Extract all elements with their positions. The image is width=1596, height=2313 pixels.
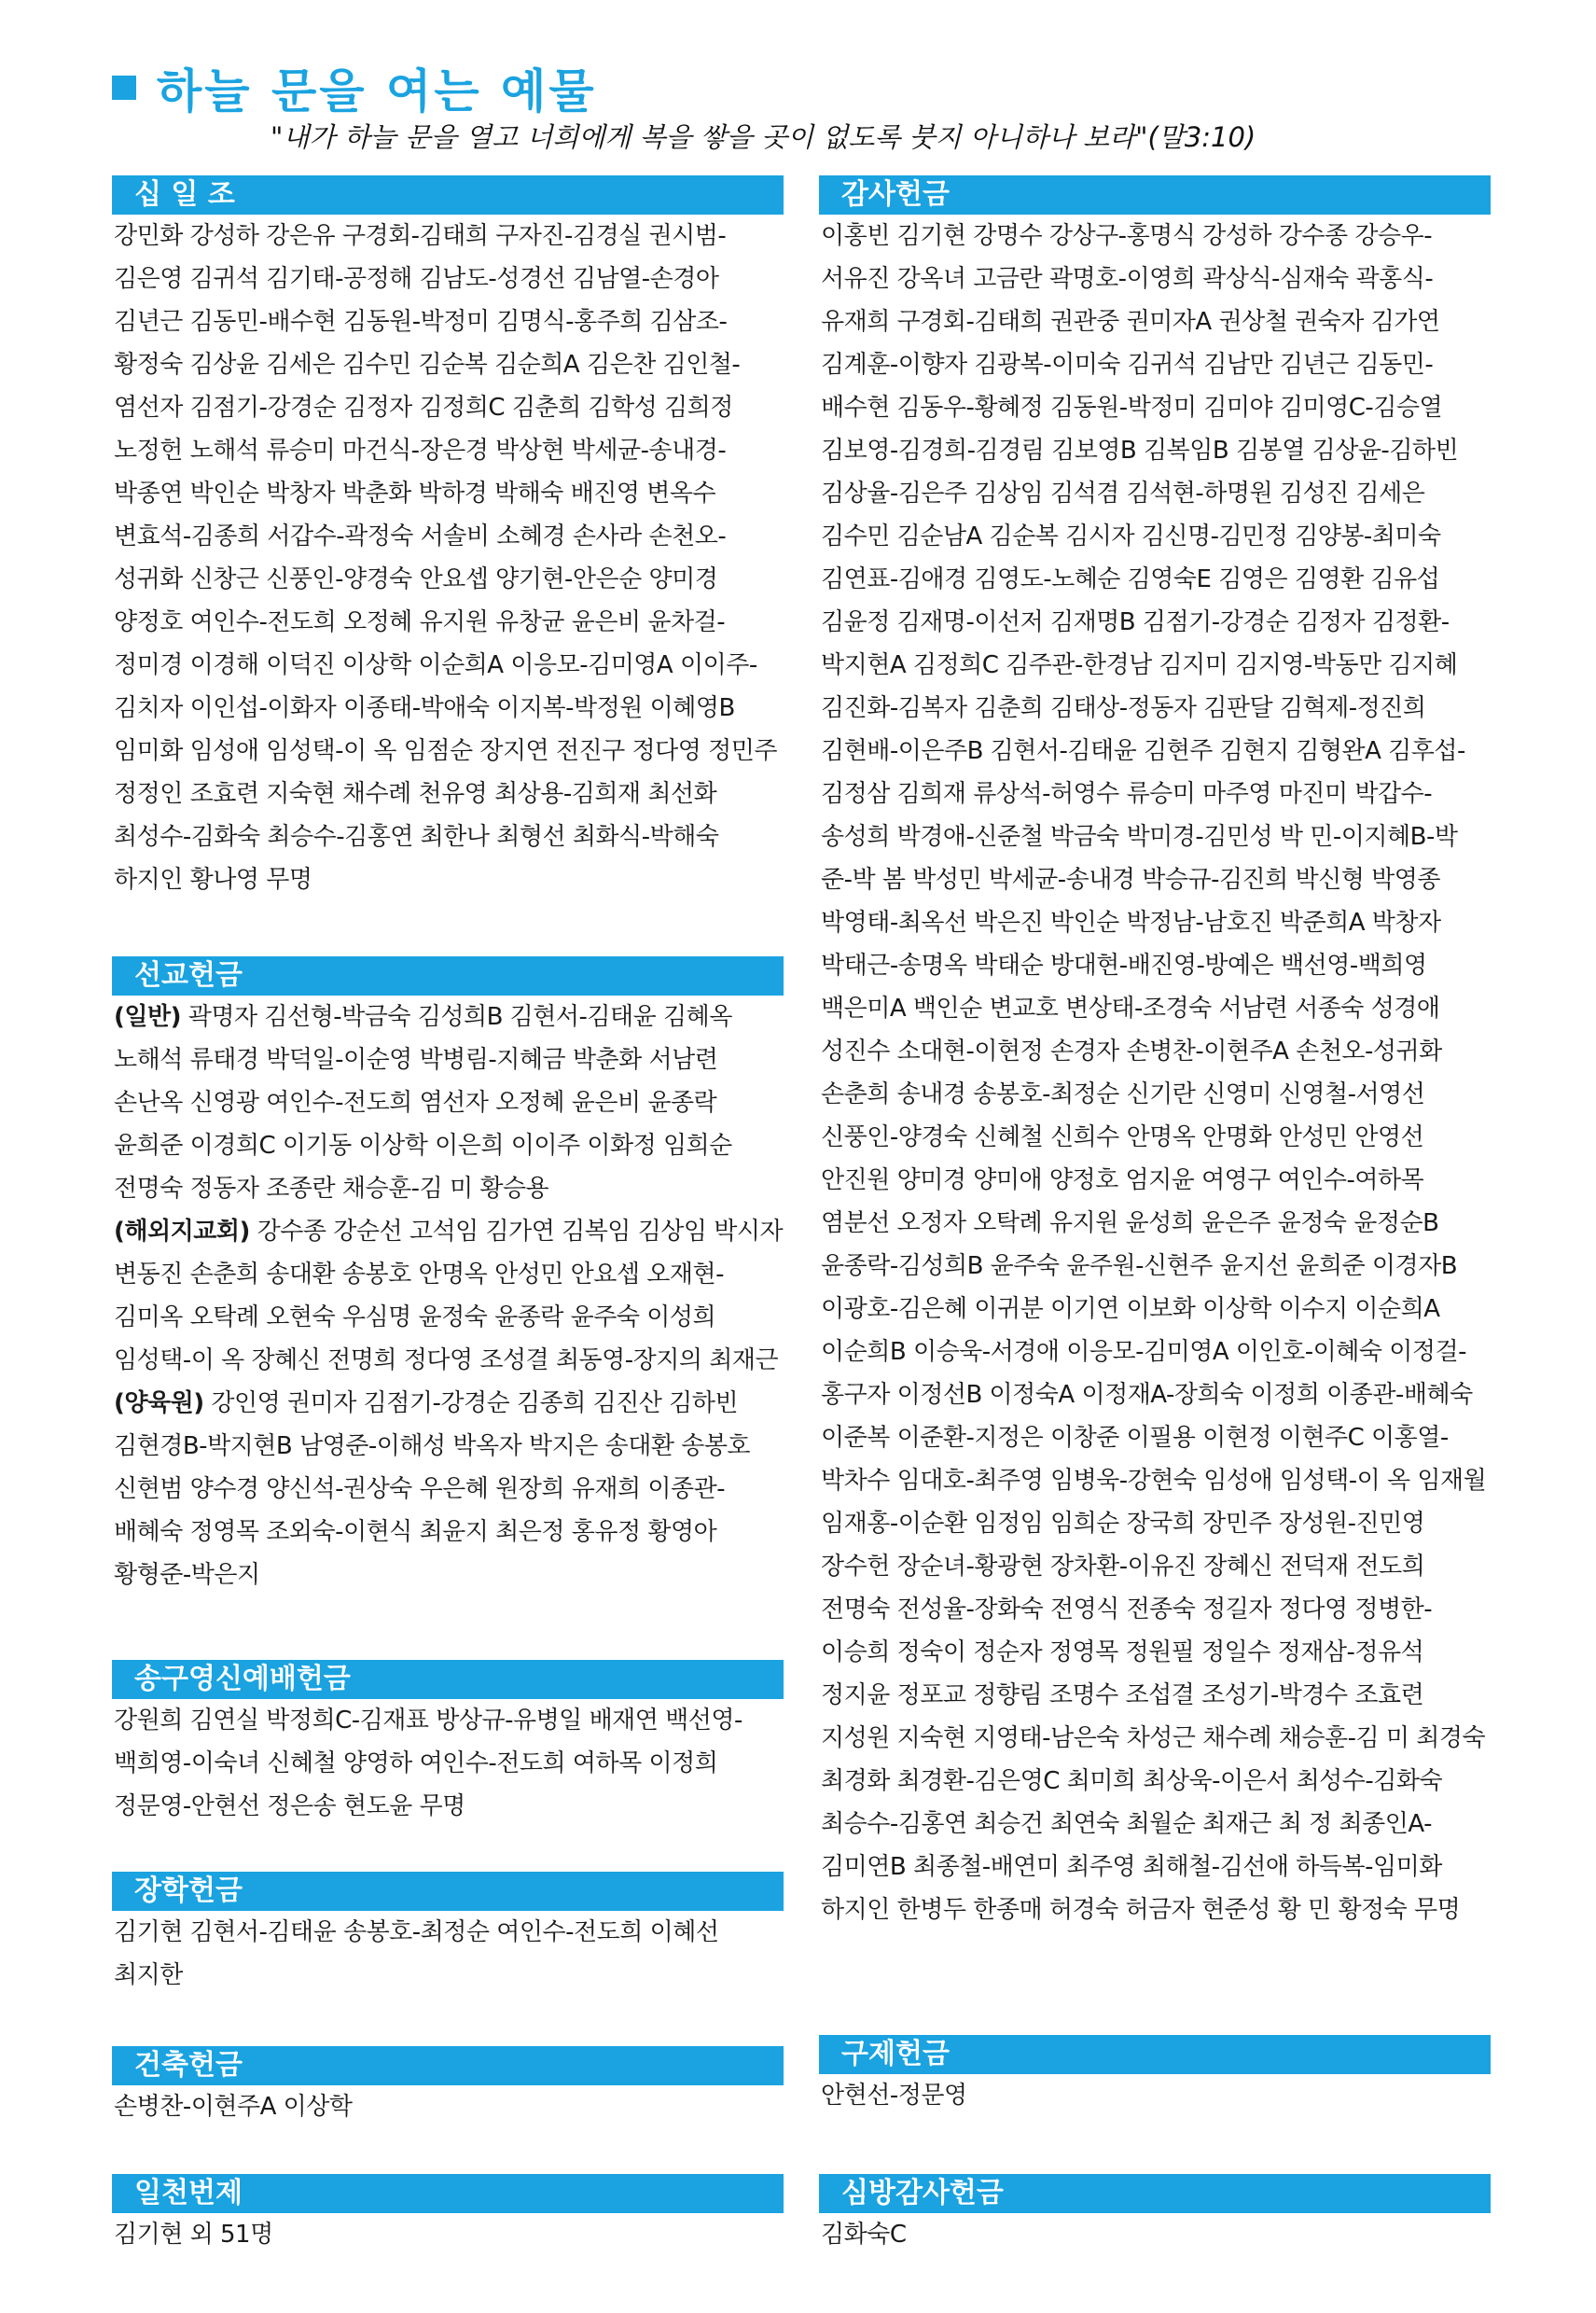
section-heading-thanksgiving: 감사헌금 — [819, 175, 1491, 215]
mission-general-label: (일반) — [114, 1003, 181, 1031]
mission-general-names: 곽명자 김선형-박금숙 김성희B 김현서-김태윤 김혜옥 노해석 류태경 박덕일-이순영 박병림-지혜금 박춘화 서남련 손난옥 신영광 여인수-전도희 염선자 오정혜 윤은비 윤종락 윤희준 이경희C 이기동 이상학 이은희 이이주 이화정 임희순 전명숙 정동자 조종란 채승훈-김 미 황승용 — [114, 1003, 732, 1203]
page-title: 하늘 문을 여는 예물 — [157, 64, 597, 118]
section-body-thanksgiving: 이홍빈 김기현 강명수 강상구-홍명식 강성하 강수종 강승우-서유진 강옥녀 고금란 곽명호-이영희 곽상식-심재숙 곽홍식-유재희 구경회-김태희 권관중 권미자A 권상철 권숙자 김가연 김계훈-이향자 김광복-이미숙 김귀석 김남만 김년근 김동민-배수현 김동우-황혜정 김동원-박정미 김미야 김미영C-김승열 김보영-김경희-김경림 김보영B 김복임B 김봉열 김상윤-김하빈 김상율-김은주 김상임 김석겸 김석현-하명원 김성진 김세은 김수민 김순남A 김순복 김시자 김신명-김민정 김양봉-최미숙 김연표-김애경 김영도-노혜순 김영숙E 김영은 김영환 김유섭 김윤정 김재명-이선저 김재명B 김점기-강경순 김정자 김정환-박지현A 김정희C 김주관-한경남 김지미 김지영-박동만 김지혜 김진화-김복자 김춘희 김태상-정동자 김판달 김혁제-정진희 김현배-이은주B 김현서-김태윤 김현주 김현지 김형완A 김후섭-김정삼 김희재 류상석-허영수 류승미 마주영 마진미 박갑수-송성희 박경애-신준철 박금숙 박미경-김민성 박 민-이지혜B-박 준-박 봄 박성민 박세균-송내경 박승규-김진희 박신형 박영종 박영태-최옥선 박은진 박인순 박정남-남호진 박준희A 박창자 박태근-송명옥 박태순 방대현-배진영-방예은 백선영-백희영 백은미A 백인순 변교호 변상태-조경숙 서남련 서종숙 성경애 성진수 소대현-이현정 손경자 손병찬-이현주A 손천오-성귀화 손춘희 송내경 송봉호-최정순 신기란 신영미 신영철-서영선 신풍인-양경숙 신혜철 신희수 안명옥 안명화 안성민 안영선 안진원 양미경 양미애 양정호 엄지윤 여영구 여인수-여하목 염분선 오정자 오탁례 유지원 윤성희 윤은주 윤정숙 윤정순B 윤종락-김성희B 윤주숙 윤주원-신현주 윤지선 윤희준 이경자B 이광호-김은혜 이귀분 이기연 이보화 이상학 이수지 이순희A 이순희B 이승욱-서경애 이응모-김미영A 이인호-이혜숙 이정걸-홍구자 이정선B 이정숙A 이정재A-장희숙 이정희 이종관-배혜숙 이준복 이준환-지정은 이창준 이필용 이현정 이현주C 이홍열-박차수 임대호-최주영 임병욱-강현숙 임성애 임성택-이 옥 임재월 임재홍-이순환 임정임 임희순 장국희 장민주 장성원-진민영 장수헌 장순녀-황광현 장차환-이유진 장혜신 전덕재 전도희 전명숙 전성율-장화숙 전영식 전종숙 정길자 정다영 정병한-이승희 정숙이 정순자 정영목 정원필 정일수 정재삼-정유석 정지윤 정포교 정향림 조명수 조섭결 조성기-박경수 조효련 지성원 지숙현 지영태-남은숙 차성근 채수례 채승훈-김 미 최경숙 최경화 최경환-김은영C 최미희 최상욱-이은서 최성수-김화숙 최승수-김홍연 최승건 최연숙 최월순 최재근 최 정 최종인A-김미연B 최종철-배연미 최주영 최해철-김선애 하득복-임미화 하지인 한병두 한종매 허경숙 허금자 현준성 황 민 황정숙 무명 — [821, 222, 1487, 1924]
page-title-block — [112, 54, 597, 121]
scripture-verse: "내가 하늘 문을 열고 너희에게 복을 쌓을 곳이 없도록 붓지 아니하나 보라"(말3:10) — [271, 121, 1256, 153]
mission-nursing-names: 강인영 권미자 김점기-강경순 김종희 김진산 김하빈 김현경B-박지현B 남영준-이해성 박옥자 박지은 송대환 송봉호 신현범 양수경 양신석-권상숙 우은혜 원장희 유재희 이종관-배혜숙 정영목 조외숙-이현식 최윤지 최은정 홍유정 황영아 황형준-박은지 — [114, 1389, 751, 1589]
section-body-tithe: 강민화 강성하 강은유 구경회-김태희 구자진-김경실 권시범-김은영 김귀석 김기태-공정해 김남도-성경선 김남열-손경아 김년근 김동민-배수현 김동원-박정미 김명식-홍주희 김삼조-황정숙 김상윤 김세은 김수민 김순복 김순희A 김은찬 김인철-염선자 김점기-강경순 김정자 김정희C 김춘희 김학성 김희정 노정헌 노해석 류승미 마건식-장은경 박상현 박세균-송내경-박종연 박인순 박창자 박춘화 박하경 박해숙 배진영 변옥수 변효석-김종희 서갑수-곽정숙 서솔비 소혜경 손사라 손천오-성귀화 신창근 신풍인-양경숙 안요셉 양기현-안은순 양미경 양정호 여인수-전도희 오정혜 유지원 유창균 윤은비 윤차걸-정미경 이경해 이덕진 이상학 이순희A 이응모-김미영A 이이주-김치자 이인섭-이화자 이종태-박애숙 이지복-박정원 이혜영B 임미화 임성애 임성택-이 옥 임점순 장지연 전진구 정다영 정민주 정정인 조효련 지숙현 채수례 천유영 최상용-김희재 최선화 최성수-김화숙 최승수-김홍연 최한나 최형선 최화식-박해숙 하지인 황나영 무명 — [114, 222, 778, 894]
section-heading-scholarship: 장학헌금 — [112, 1872, 784, 1911]
section-relief — [819, 2035, 1491, 2117]
section-heading-mission: 선교헌금 — [112, 956, 784, 996]
mission-nursing-paragraph — [112, 1382, 784, 1596]
section-body-visitation-thanks: 김화숙C — [821, 2221, 907, 2249]
section-body-building: 손병찬-이현주A 이상학 — [114, 2093, 353, 2121]
section-heading-new-year-service: 송구영신예배헌금 — [112, 1660, 784, 1699]
mission-overseas-names: 강수종 강순선 고석임 김가연 김복임 김상임 박시자 변동진 손춘희 송대환 송봉호 안명옥 안성민 안요셉 오재현-김미옥 오탁례 오현숙 우심명 윤정숙 윤종락 윤주숙 이성희 임성택-이 옥 장혜신 전명희 정다영 조성결 최동영-장지의 최재근 — [114, 1218, 784, 1374]
section-body-scholarship: 김기현 김현서-김태윤 송봉호-최정순 여인수-전도희 이혜선 최지한 — [114, 1918, 719, 1989]
section-heading-building: 건축헌금 — [112, 2046, 784, 2085]
section-building — [112, 2046, 784, 2128]
section-heading-thousand-offerings: 일천번제 — [112, 2174, 784, 2213]
section-thousand-offerings — [112, 2174, 784, 2256]
title-row — [112, 54, 597, 121]
mission-general-paragraph — [112, 996, 784, 1210]
section-thanksgiving — [819, 175, 1491, 1931]
section-visitation-thanks — [819, 2174, 1491, 2256]
section-mission — [112, 956, 784, 1596]
section-heading-tithe: 십 일 조 — [112, 175, 784, 215]
title-bullet-square-icon — [112, 76, 136, 100]
section-body-relief: 안현선-정문영 — [821, 2082, 967, 2110]
mission-overseas-paragraph — [112, 1210, 784, 1382]
section-heading-visitation-thanks: 심방감사헌금 — [819, 2174, 1491, 2213]
section-body-new-year-service: 강원희 김연실 박정희C-김재표 방상규-유병일 배재연 백선영-백희영-이숙녀 신혜철 양영하 여인수-전도희 여하목 이정희 정문영-안현선 정은송 현도윤 무명 — [114, 1707, 742, 1820]
mission-nursing-label: (양육원) — [114, 1389, 204, 1417]
section-new-year-service — [112, 1660, 784, 1828]
section-tithe — [112, 175, 784, 901]
section-heading-relief: 구제헌금 — [819, 2035, 1491, 2074]
section-body-thousand-offerings: 김기현 외 51명 — [114, 2221, 273, 2249]
section-scholarship — [112, 1872, 784, 1997]
mission-overseas-label: (해외지교회) — [114, 1218, 250, 1246]
